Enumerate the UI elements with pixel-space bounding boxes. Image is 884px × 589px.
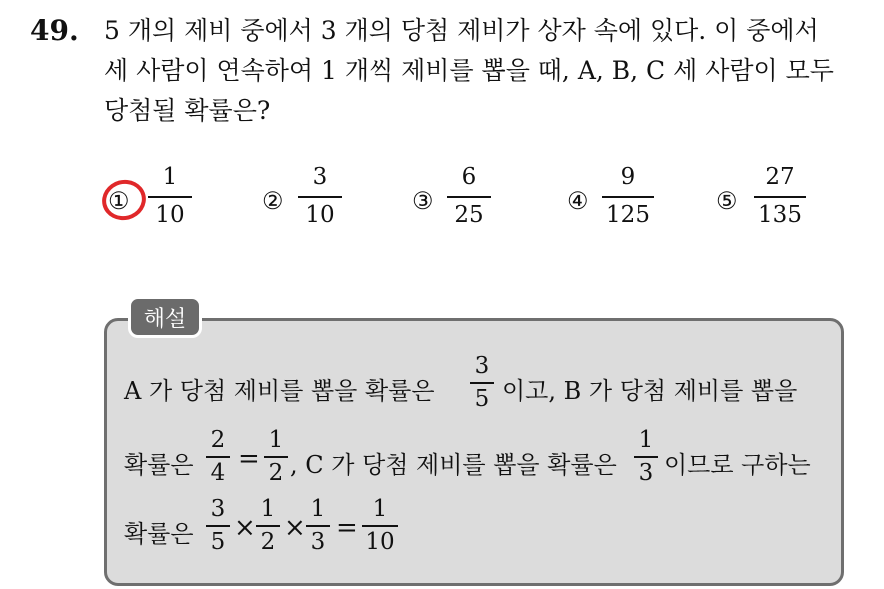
fraction: 1 3 [634,427,658,486]
answer-choices [0,160,884,240]
choice-5-fraction: 27 135 [754,162,806,230]
choice-4-fraction: 9 125 [602,162,654,230]
fraction: 1 10 [362,496,398,555]
choice-5-number: ⑤ [716,187,738,215]
selected-circle-mark [98,175,151,225]
explanation-tag: 해설 [128,296,202,338]
fraction: 3 5 [206,496,230,555]
choice-3-number: ③ [412,187,434,215]
question-number: 49. [30,14,79,47]
question-text-line-2: 세 사람이 연속하여 1 개씩 제비를 뽑을 때, A, B, C 세 사람이 모두 [104,56,834,85]
fraction: 2 4 [206,427,230,486]
fraction: 1 2 [256,496,280,555]
choice-1-fraction: 1 10 [148,162,192,230]
choice-3-fraction: 6 25 [447,162,491,230]
question-text-line-1: 5 개의 제비 중에서 3 개의 당첨 제비가 상자 속에 있다. 이 중에서 [104,16,819,45]
question-text-line-3: 당첨될 확률은? [104,96,271,125]
fraction: 3 5 [470,353,494,412]
choice-2-number: ② [262,187,284,215]
choice-2-fraction: 3 10 [298,162,342,230]
choice-4-number: ④ [567,187,589,215]
fraction: 1 3 [306,496,330,555]
fraction: 1 2 [264,427,288,486]
choice-1-number: ① [108,187,130,215]
